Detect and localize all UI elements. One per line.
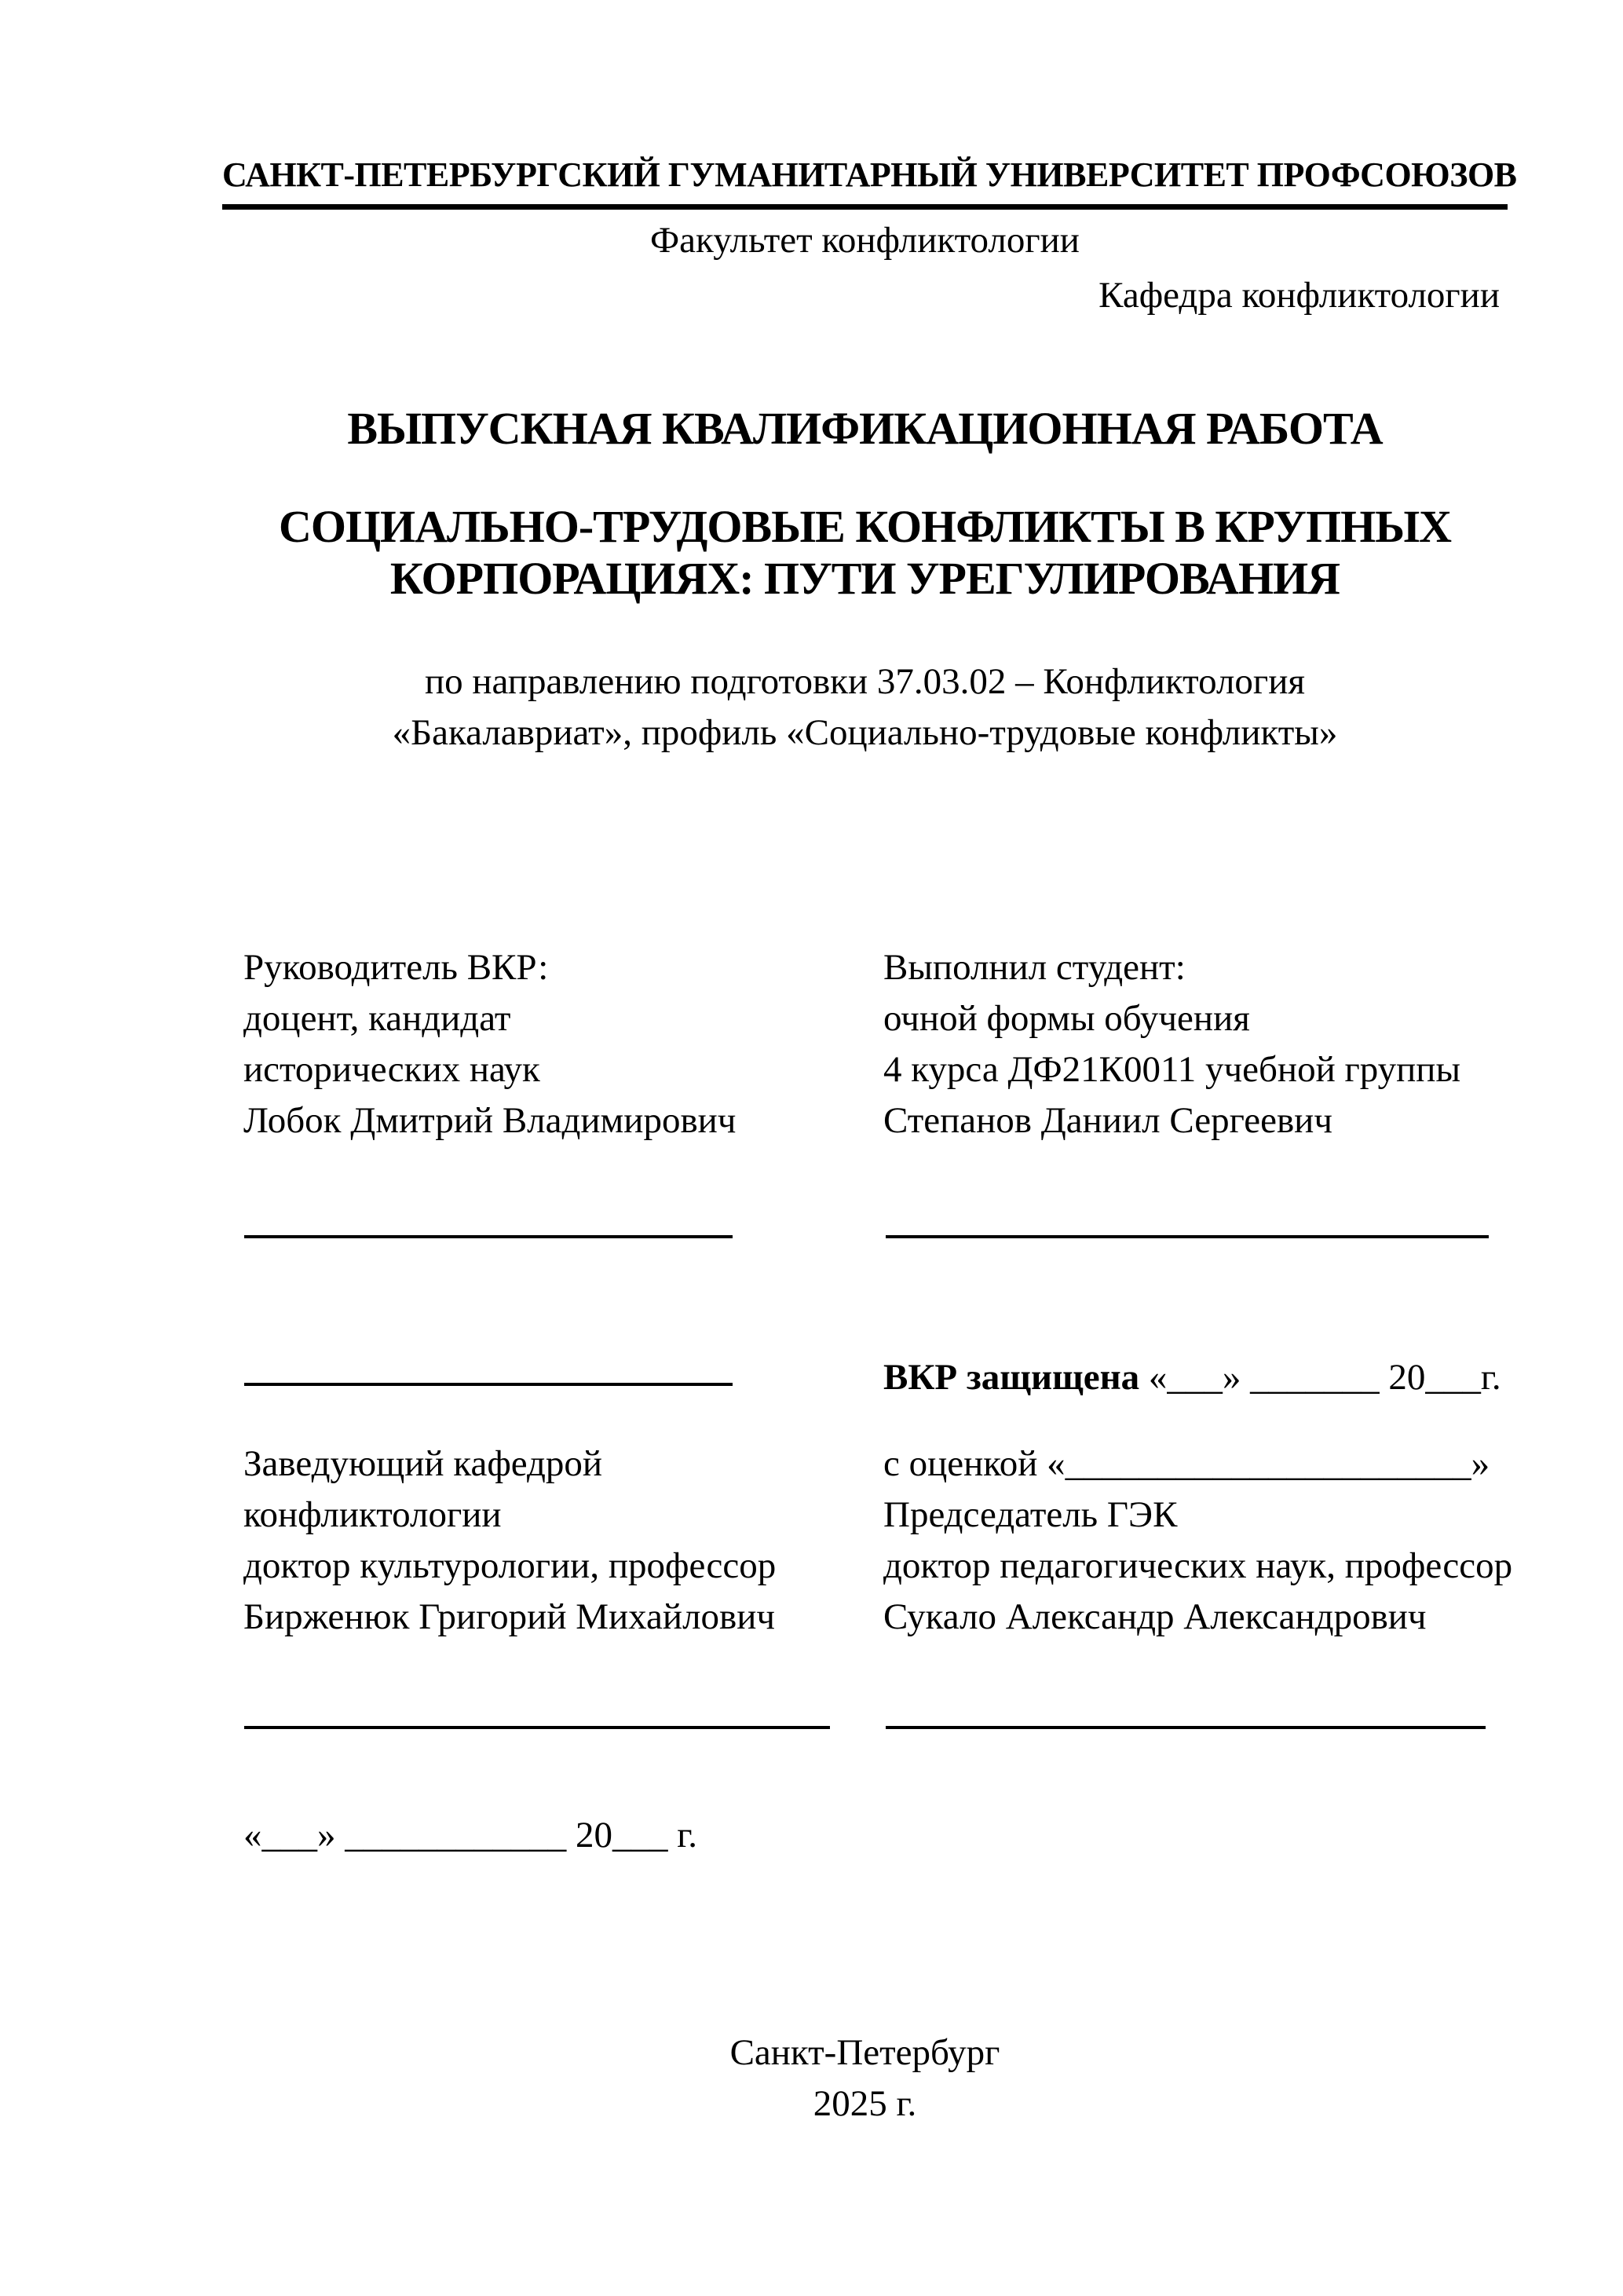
date-blank-line: «___» ____________ 20___ г.: [243, 1815, 697, 1855]
chairman-title-line: Председатель ГЭК: [883, 1494, 1178, 1535]
thesis-title: [222, 501, 1508, 605]
grade-line: с оценкой «______________________»: [883, 1443, 1490, 1484]
head-position-line-1: Заведующий кафедрой: [243, 1443, 603, 1484]
faculty-line: Факультет конфликтологии: [650, 220, 1080, 261]
head-of-department-block: [243, 1439, 856, 1643]
program-info: [222, 656, 1508, 759]
defense-date-blanks: «___» _______ 20___г.: [1148, 1357, 1501, 1398]
committee-block: [883, 1439, 1512, 1643]
supervisor-name: Лобок Дмитрий Владимирович: [243, 1100, 737, 1141]
supervisor-label: Руководитель ВКР:: [243, 947, 549, 988]
chairman-degree-line: доктор педагогических наук, профессор: [883, 1545, 1513, 1586]
university-name: САНКТ-ПЕТЕРБУРГСКИЙ ГУМАНИТАРНЫЙ УНИВЕРСИТЕТ ПРОФСОЮЗОВ: [222, 152, 1508, 210]
student-name: Степанов Даниил Сергеевич: [883, 1100, 1332, 1141]
footer-block: [222, 2027, 1508, 2130]
head-name: Бирженюк Григорий Михайлович: [243, 1596, 776, 1637]
head-position-line-2: конфликтологии: [243, 1494, 502, 1535]
student-label: Выполнил студент:: [883, 947, 1186, 988]
student-study-form-line: очной формы обучения: [883, 998, 1250, 1039]
student-block: [883, 942, 1512, 1146]
signature-line-chairman: [886, 1726, 1486, 1729]
signature-line-student: [886, 1235, 1489, 1238]
program-profile-line: «Бакалавриат», профиль «Социально-трудовые конфликты»: [392, 712, 1338, 753]
defense-date-line: [883, 1352, 1501, 1403]
head-degree-line: доктор культурологии, профессор: [243, 1545, 777, 1586]
city-line: Санкт-Петербург: [729, 2032, 1000, 2073]
signature-line-supervisor: [244, 1235, 733, 1238]
supervisor-block: [243, 942, 840, 1146]
year-line: 2025 г.: [813, 2083, 917, 2124]
supervisor-degree-line-2: исторических наук: [243, 1049, 540, 1090]
defense-date-label: ВКР защищена: [883, 1357, 1140, 1398]
thesis-title-line-2: КОРПОРАЦИЯХ: ПУТИ УРЕГУЛИРОВАНИЯ: [389, 553, 1340, 604]
work-type-heading: ВЫПУСКНАЯ КВАЛИФИКАЦИОННАЯ РАБОТА: [347, 403, 1383, 454]
thesis-title-line-1: СОЦИАЛЬНО-ТРУДОВЫЕ КОНФЛИКТЫ В КРУПНЫХ: [278, 501, 1452, 552]
department-line: Кафедра конфликтологии: [1098, 275, 1500, 316]
supervisor-degree-line-1: доцент, кандидат: [243, 998, 511, 1039]
student-group-line: 4 курса ДФ21К0011 учебной группы: [883, 1049, 1461, 1090]
program-direction-line: по направлению подготовки 37.03.02 – Конфликтология: [425, 661, 1305, 702]
signature-line-head: [244, 1726, 830, 1729]
signature-line-left-2: [244, 1383, 733, 1386]
chairman-name: Сукало Александр Александрович: [883, 1596, 1427, 1637]
